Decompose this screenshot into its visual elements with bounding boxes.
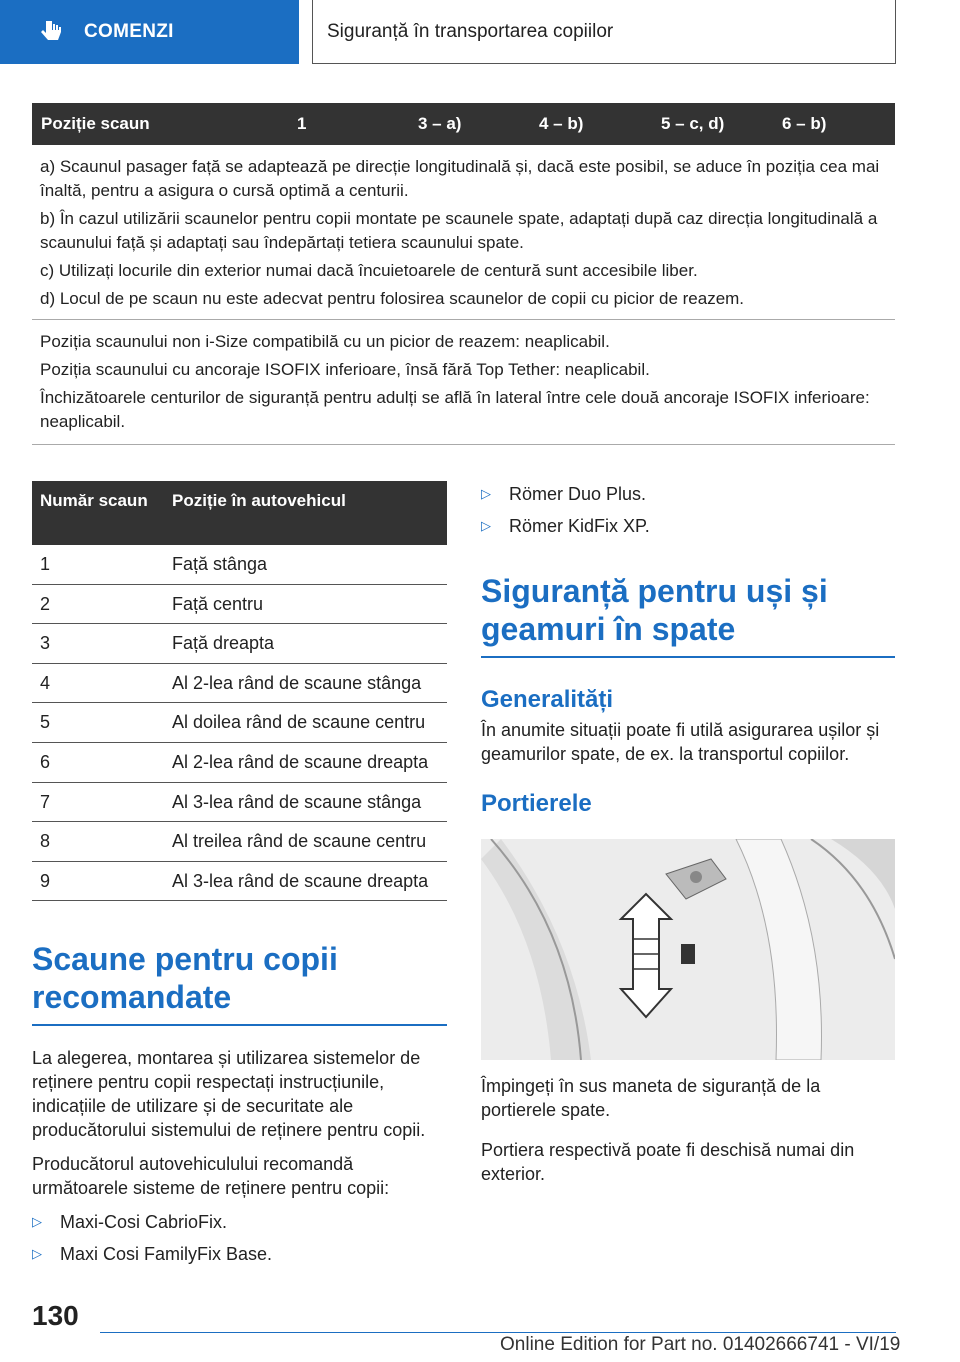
- doors-instructions: [481, 1074, 895, 1186]
- seat-number-header: [32, 481, 447, 545]
- seat-position-header: [32, 103, 895, 145]
- table-row: [32, 862, 447, 902]
- table-row: [32, 743, 447, 783]
- remark: Închizătoarele centurilor de siguranță pentru adulți se află în lateral între cele două ancoraje ISOFIX inferioare: neaplicabil.: [40, 388, 870, 431]
- recommended-title: Scaune pentru copii recomandate: [32, 940, 447, 1026]
- list-item: [32, 1242, 447, 1266]
- seat-position-cell: Al 2-lea rând de scaune dreapta: [172, 751, 429, 772]
- table-row: [32, 664, 447, 704]
- recommended-section: [32, 940, 447, 1266]
- header-cell: 3 – a): [418, 114, 462, 133]
- triangle-bullet-icon: ▷: [32, 1214, 42, 1229]
- table-row: [32, 783, 447, 823]
- remark: Poziția scaunului cu ancoraje ISOFIX inferioare, însă fără Top Tether: neaplicabil.: [40, 360, 650, 379]
- seat-position-cell: Față stânga: [172, 554, 268, 574]
- page-title: Siguranță în transportarea copiilor: [312, 0, 896, 64]
- list-item-text: Maxi-Cosi CabrioFix.: [60, 1212, 228, 1232]
- table-row: [32, 703, 447, 743]
- col-seat-position: Poziție în autovehicul: [172, 491, 346, 510]
- seat-number-cell: 3: [40, 633, 51, 654]
- triangle-bullet-icon: ▷: [32, 1246, 42, 1261]
- section-tab-label: COMENZI: [84, 21, 174, 42]
- seat-number-cell: 5: [40, 712, 51, 733]
- seat-number-cell: 4: [40, 672, 51, 693]
- general-heading: Generalități: [481, 686, 614, 713]
- page-number: 130: [32, 1300, 79, 1331]
- seat-position-cell: Al treilea rând de scaune centru: [172, 831, 427, 852]
- header-cell: 4 – b): [539, 114, 584, 133]
- seat-position-cell: Al 3-lea rând de scaune stânga: [172, 791, 422, 812]
- door-lock-drawing: [481, 839, 895, 1060]
- seat-position-cell: Al 2-lea rând de scaune stânga: [172, 672, 422, 693]
- seat-number-cell: 1: [40, 554, 51, 574]
- footer-divider: [100, 1332, 896, 1333]
- col-seat-number: Număr scaun: [40, 491, 148, 510]
- list-item-text: Römer KidFix XP.: [509, 516, 650, 536]
- footnote: d) Locul de pe scaun nu este adecvat pentru folosirea scaunelor de copii cu picior de reazem.: [40, 289, 745, 308]
- seat-position-cell: Față dreapta: [172, 633, 275, 654]
- list-item: [32, 1210, 447, 1234]
- triangle-bullet-icon: ▷: [481, 518, 491, 533]
- right-column: [481, 482, 895, 818]
- remark: Poziția scaunului non i-Size compatibilă cu un picior de reazem: neaplicabil.: [40, 332, 610, 351]
- footer-edition: Online Edition for Part no. 01402666741 - VI/19: [500, 1334, 901, 1355]
- general-text: În anumite situații poate fi utilă asigurarea ușilor și geamurilor spate, de ex. la transportul copiilor.: [481, 720, 880, 764]
- seat-position-cell: Față centru: [172, 593, 264, 614]
- header-cell: Poziție scaun: [41, 114, 150, 133]
- header-cell: 6 – b): [782, 114, 827, 133]
- list-item-text: Römer Duo Plus.: [509, 484, 647, 504]
- seat-number-cell: 2: [40, 593, 51, 614]
- footnote: c) Utilizați locurile din exterior numai dacă încuietoarele de centură sunt accesibile liber.: [40, 261, 698, 280]
- footnote: b) În cazul utilizării scaunelor pentru copii montate pe scaunele spate, adaptați după caz direcția longitudinală a scaunului față și adaptați sau îndepărtați tetiera scaunului spate.: [40, 209, 878, 252]
- list-item-text: Maxi Cosi FamilyFix Base.: [60, 1244, 273, 1264]
- seat-position-table: [32, 103, 895, 445]
- doors-heading: Portierele: [481, 790, 592, 817]
- divider: [32, 444, 895, 445]
- table-row: [32, 585, 447, 625]
- section-tab[interactable]: [0, 0, 299, 64]
- header-cell: 1: [297, 114, 307, 133]
- seat-number-cell: 7: [40, 791, 51, 812]
- safety-title: Siguranță pentru uși și geamuri în spate: [481, 572, 895, 658]
- recommended-intro: La alegerea, montarea și utilizarea sistemelor de reținere pentru copii respectați instrucțiunile, indicațiile de utilizare și de securitate ale producătorului sistemului de reținere pentru copii.: [32, 1048, 426, 1140]
- seat-number-table: [32, 481, 447, 901]
- seat-number-cell: 6: [40, 751, 51, 772]
- seat-number-cell: 9: [40, 870, 51, 891]
- table-row: [32, 624, 447, 664]
- doors-text: Împingeți în sus maneta de siguranță de la portierele spate.: [481, 1076, 821, 1120]
- table-row: [32, 545, 447, 585]
- seat-position-cell: Al doilea rând de scaune centru: [172, 712, 426, 733]
- list-item: [481, 482, 895, 506]
- list-item: [481, 514, 895, 538]
- triangle-bullet-icon: ▷: [481, 486, 491, 501]
- footnote: a) Scaunul pasager față se adaptează pe direcție longitudinală și, dacă este posibil, se aduce în poziția cea mai înaltă, pentru a asigura o cursă optimă a centurii.: [40, 157, 880, 200]
- hand-pointer-icon: [40, 19, 64, 45]
- table-row: [32, 822, 447, 862]
- seat-number-cell: 8: [40, 831, 51, 852]
- doors-text: Portiera respectivă poate fi deschisă numai din exterior.: [481, 1140, 855, 1184]
- recommended-lead: Producătorul autovehiculului recomandă următoarele sisteme de reținere pentru copii:: [32, 1154, 390, 1198]
- door-lock-illustration: [481, 839, 895, 1060]
- header-cell: 5 – c, d): [661, 114, 725, 133]
- seat-position-cell: Al 3-lea rând de scaune dreapta: [172, 870, 429, 891]
